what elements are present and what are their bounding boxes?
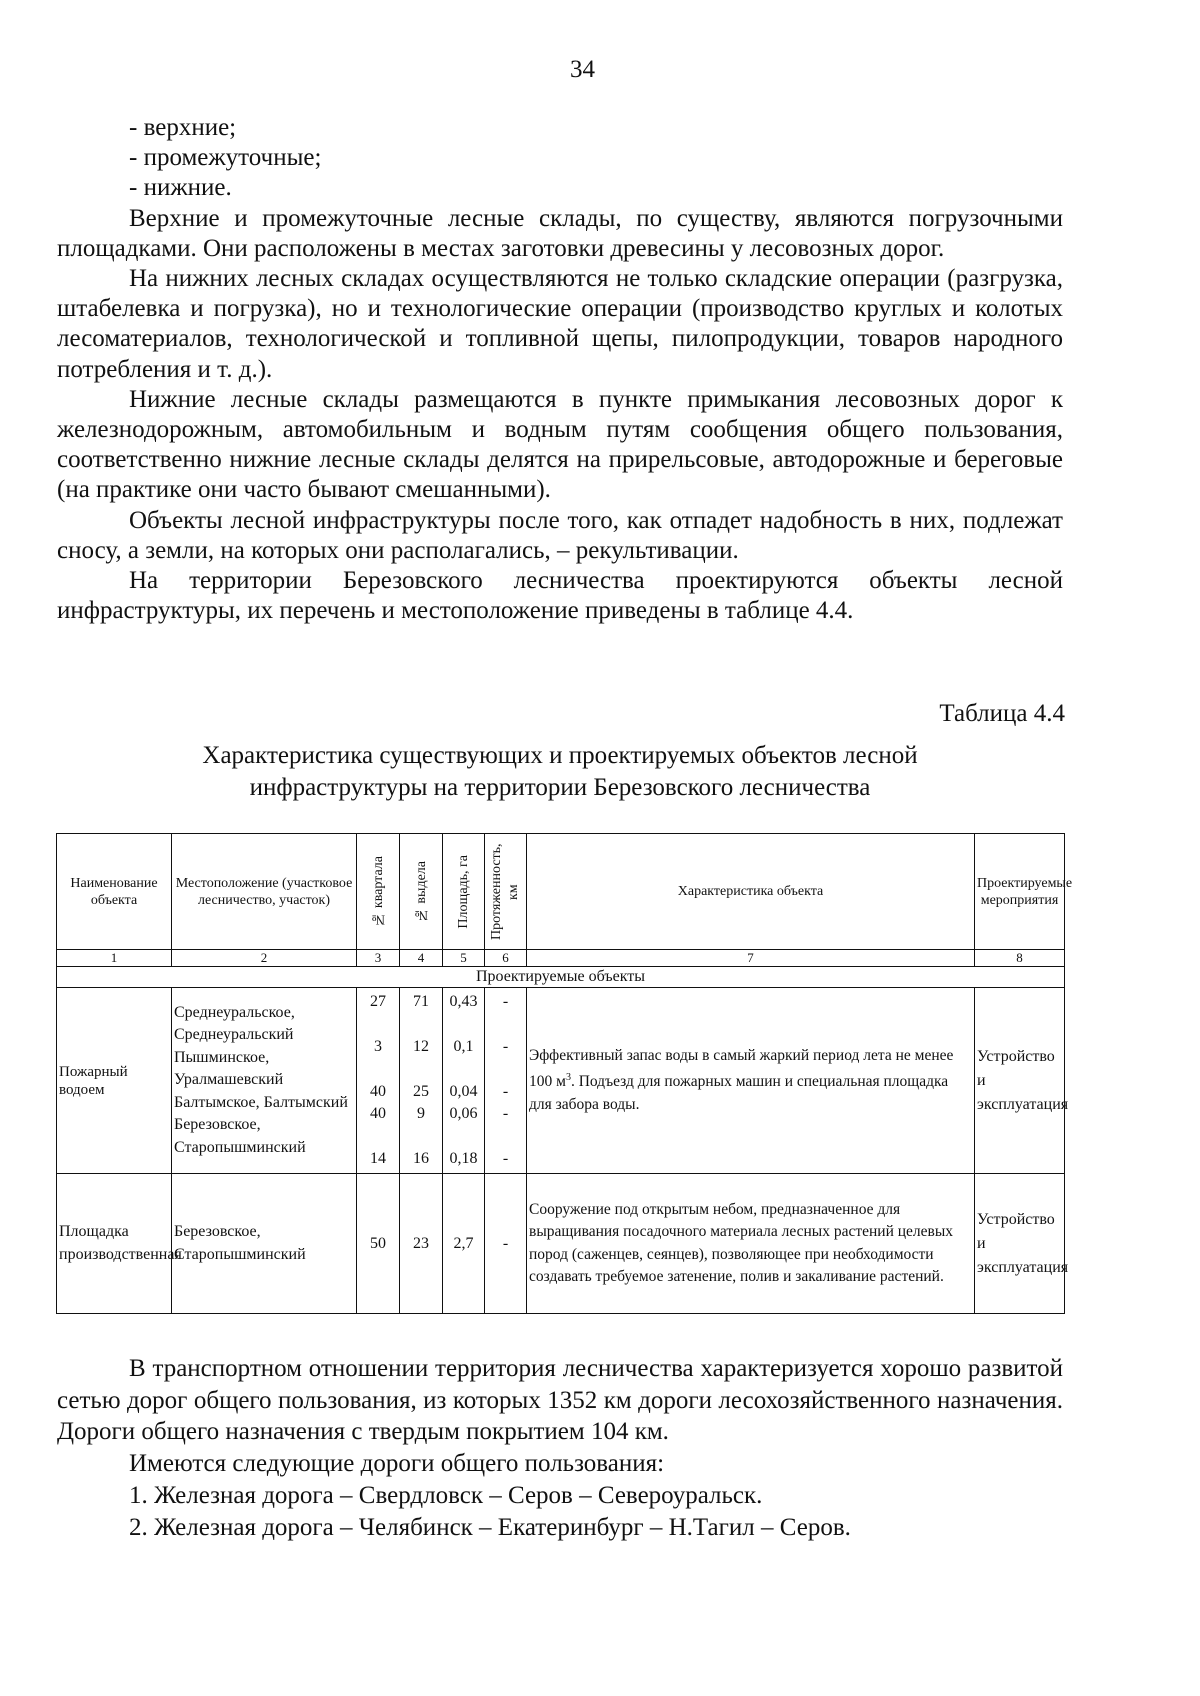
length-value: - [502,992,509,1010]
kvartal-cell [357,988,400,1174]
header-characteristic: Характеристика объекта [527,834,975,950]
object-location: Березовское, Старопышминский [172,1174,357,1314]
paragraph: Имеются следующие дороги общего пользования: [129,1449,665,1477]
column-number: 2 [172,950,357,967]
column-number: 5 [443,950,485,967]
vydel-cell [400,988,443,1174]
area-cell [443,988,485,1174]
vydel-value: 25 [413,1082,429,1100]
location-line: Балтымское, Балтымский [174,1093,348,1111]
section-title: Проектируемые объекты [57,967,1065,988]
list-item: - промежуточные; [129,144,322,172]
vydel-value: 16 [413,1150,429,1167]
table-title-line: инфраструктуры на территории Березовского лесничества [249,774,871,801]
object-name: Пожарный водоем [57,988,172,1174]
vydel-value: 23 [400,1174,443,1314]
kvartal-value: 50 [357,1174,400,1314]
header-name: Наименование объекта [57,834,172,950]
infrastructure-table [56,833,1073,1314]
header-kvartal-text: № квартала [370,856,386,927]
area-value: 0,04 [449,1082,478,1100]
column-number: 4 [400,950,443,967]
column-number: 6 [485,950,527,967]
kvartal-value: 40 [370,1105,386,1122]
vydel-value: 71 [413,992,429,1010]
bottom-text-block [57,1353,1063,1544]
page-number: 34 [570,56,595,83]
table-row [57,1174,1065,1314]
table-title-line: Характеристика существующих и проектируемых объектов лесной [202,742,918,769]
object-locations [172,988,357,1174]
length-value: - [485,1174,527,1314]
characteristic-text: . Подъезд для пожарных машин и специальная площадка для забора воды. [529,1073,949,1113]
paragraph: Нижние лесные склады размещаются в пункте примыкания лесовозных дорог к железнодорожным, автомобильным и водным путям сообщения общего пользования, соответственно нижние лесные склады делятся на прирельсовые, автодорожные и береговые (на практике они часто бывают смешанными). [57,385,1063,504]
area-value: 0,43 [449,992,478,1010]
kvartal-value: 40 [370,1082,386,1100]
section-row [57,967,1065,988]
object-name: Площадка производственная [57,1174,172,1314]
table-header-row [57,834,1065,950]
header-vydel [400,834,443,950]
object-measures: Устройство и эксплуатация [975,988,1065,1174]
length-cell [485,988,527,1174]
object-characteristic [527,988,975,1174]
header-length-text: Протяженность, км [488,843,521,940]
column-numbers-row [57,950,1065,967]
table-title [57,740,1063,804]
kvartal-value: 3 [374,1037,382,1055]
list-item: - верхние; [129,114,237,141]
area-value: 0,06 [449,1105,478,1122]
paragraph: На территории Березовского лесничества проектируются объекты лесной инфраструктуры, их перечень и местоположение приведены в таблице 4.4. [57,567,1063,625]
object-measures: Устройство и эксплуатация [975,1174,1065,1314]
column-number: 3 [357,950,400,967]
paragraph: На нижних лесных складах осуществляются не только складские операции (разгрузка, штабелевка и погрузка), но и технологические операции (производство круглых и колотых лесоматериалов, технологической и топливной щепы, пилопродукции, товаров народного потребления и т. д.). [57,265,1063,383]
length-value: - [502,1037,509,1055]
characteristic-text: Эффективный запас воды в самый жаркий период лета не менее 100 м [529,1047,954,1091]
header-vydel-text: № выдела [413,860,429,923]
paragraph: Верхние и промежуточные лесные склады, по существу, являются погрузочными площадками. Они расположены в местах заготовки древесины у лесовозных дорог. [57,204,1063,262]
superscript: 3 [565,1072,571,1084]
location-line: Березовское, Старопышминский [174,1116,306,1156]
header-length [485,834,527,950]
vydel-value: 9 [417,1105,425,1122]
paragraph: Объекты лесной инфраструктуры после того, как отпадет надобность в них, подлежат сносу, а земли, на которых они располагались, – рекультивации. [57,506,1063,564]
length-value: - [502,1105,509,1122]
area-value: 0,1 [453,1037,474,1055]
list-item: - нижние. [129,174,232,202]
length-value: - [502,1082,509,1100]
header-measures: Проектируемые мероприятия [975,834,1065,950]
kvartal-value: 14 [370,1150,386,1167]
header-location: Местоположение (участковое лесничество, участок) [172,834,357,950]
column-number: 1 [57,950,172,967]
header-kvartal [357,834,400,950]
list-item: 1. Железная дорога – Свердловск – Серов – Североуральск. [129,1481,763,1509]
header-area-text: Площадь, га [456,854,471,929]
area-value: 2,7 [443,1174,485,1314]
list-item: 2. Железная дорога – Челябинск – Екатеринбург – Н.Тагил – Серов. [129,1513,851,1541]
kvartal-value: 27 [370,992,386,1010]
location-line: Среднеуральское, Среднеуральский [174,1003,295,1044]
column-number: 8 [975,950,1065,967]
top-text-block [57,113,1063,626]
object-characteristic: Сооружение под открытым небом, предназначенное для выращивания посадочного материала лесных растений целевых пород (саженцев, сеянцев), позволяющее при необходимости создавать требуемое затенение, полив и закаливание растений. [527,1174,975,1314]
vydel-value: 12 [413,1037,429,1055]
paragraph: В транспортном отношении территория лесничества характеризуется хорошо развитой сетью дорог общего пользования, из которых 1352 км дороги лесохозяйственного назначения. Дороги общего назначения с твердым покрытием 104 км. [57,1355,1063,1445]
table-label: Таблица 4.4 [939,700,1065,727]
header-area [443,834,485,950]
length-value: - [502,1150,509,1167]
column-number: 7 [527,950,975,967]
table-row [57,988,1065,1174]
area-value: 0,18 [449,1150,478,1167]
location-line: Пышминское, Уралмашевский [174,1048,284,1089]
